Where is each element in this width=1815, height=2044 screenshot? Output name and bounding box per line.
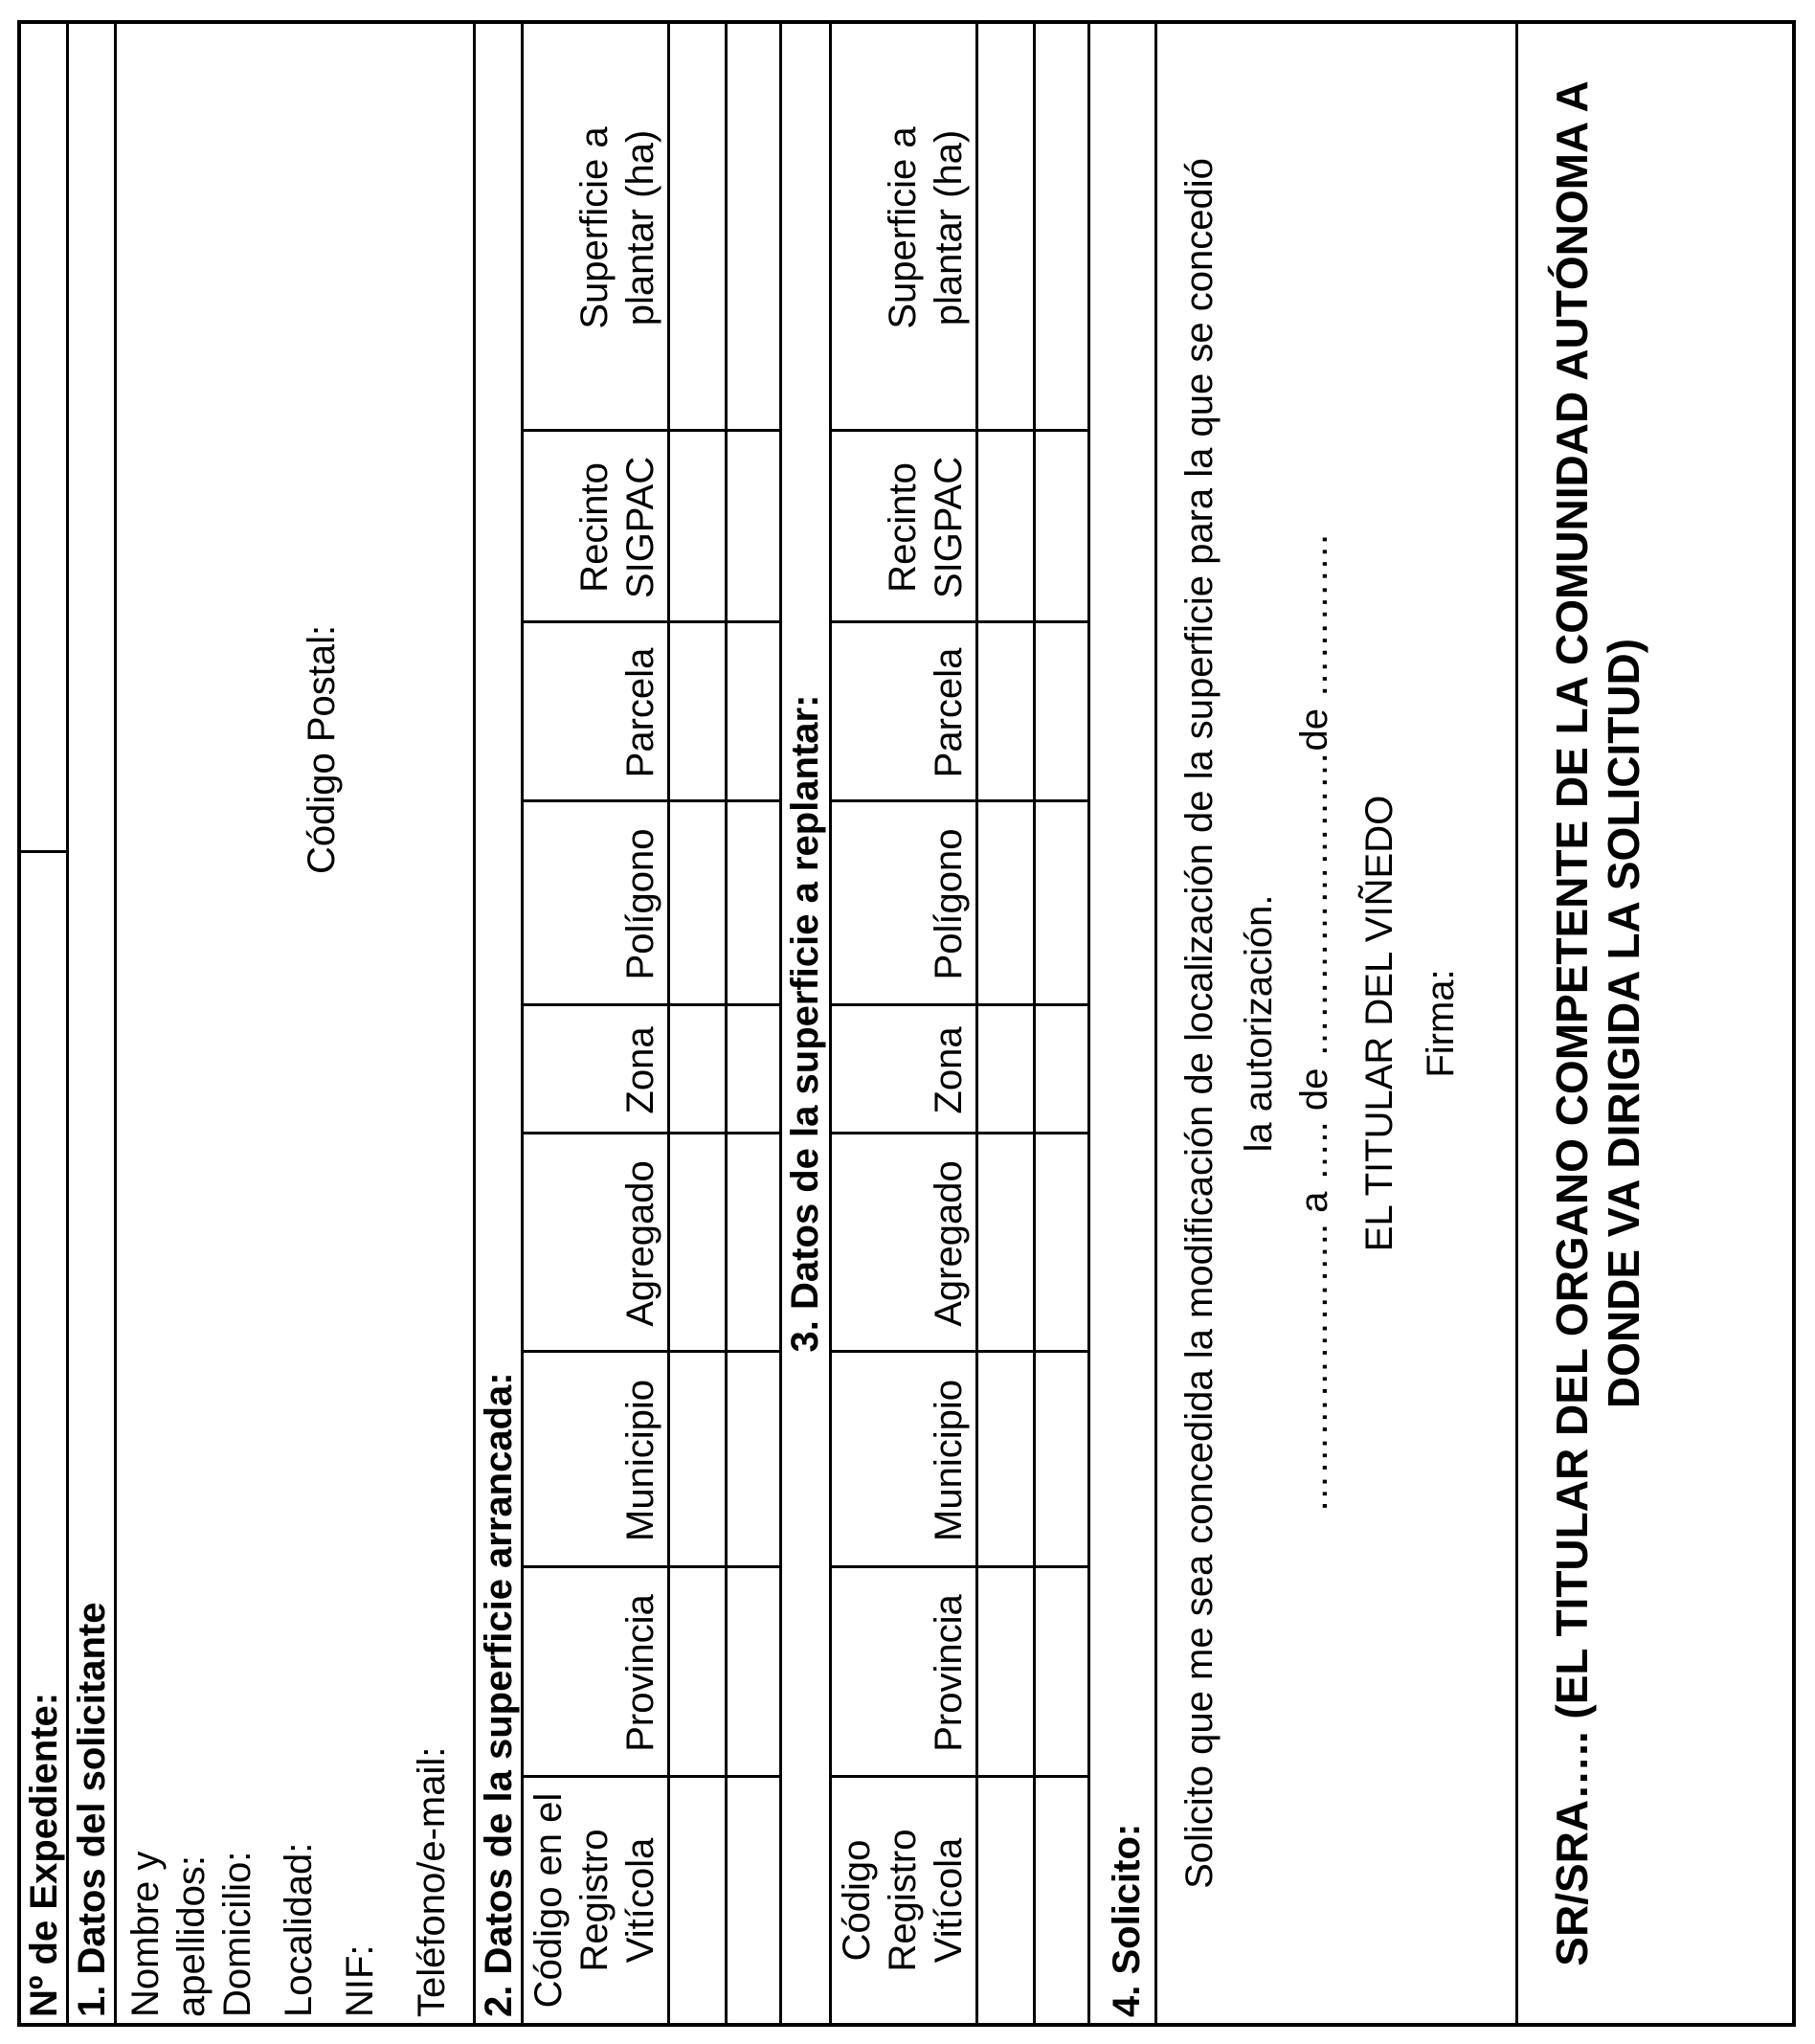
date-line: ………………….. a ….. de ……………………de …………. (1293, 533, 1335, 1514)
section2-table (524, 24, 782, 2023)
s2-col-parcela: Parcela (619, 647, 661, 778)
s3-data-row[interactable] (978, 24, 1033, 2023)
section3-title: 3. Datos de la superficie a replantar: (784, 694, 826, 1353)
s2-col-superficie: Superficie a plantar (ha) (573, 126, 661, 329)
s2-col-municipio: Municipio (619, 1380, 661, 1541)
application-form (17, 20, 1796, 2027)
firma-label: Firma: (1420, 969, 1462, 1078)
section4-title: 4. Solicito: (1106, 1823, 1148, 2017)
s3-col-superficie: Superficie a plantar (ha) (882, 126, 970, 329)
s2-col-poligono: Polígono (619, 828, 661, 980)
domicilio-label: Domicilio: (216, 1851, 258, 2017)
localidad-label: Localidad: (278, 1842, 320, 2017)
expediente-label: Nº de Expediente: (23, 1692, 65, 2017)
nombre-label: Nombre y apellidos: (124, 1851, 213, 2017)
section2-title: 2. Datos de la superficie arrancada: (478, 1372, 520, 2017)
s2-col-agregado: Agregado (619, 1160, 661, 1327)
telefono-label: Teléfono/e-mail: (411, 1746, 453, 2017)
request-line-1: Solicito que me sea concedida la modificación de localización de la superficie para la que se concedió (1178, 158, 1221, 1889)
s2-col-codigo: Código en el Registro Vitícola (527, 1792, 661, 2009)
codigo-postal-label: Código Postal: (301, 624, 343, 874)
request-row (1157, 24, 1518, 2023)
s2-col-provincia: Provincia (619, 1594, 661, 1752)
titular-label: EL TITULAR DEL VIÑEDO (1358, 795, 1400, 1252)
expediente-divider (21, 850, 66, 853)
footer-line-2: DONDE VA DIRIGIDA LA SOLICITUD) (1599, 638, 1648, 1409)
section1-title-row (69, 24, 117, 2023)
section4-title-row (1090, 24, 1157, 2023)
s3-col-provincia: Provincia (928, 1594, 970, 1752)
request-line-2: la autorización. (1238, 894, 1280, 1153)
section1-title: 1. Datos del solicitante (71, 1602, 113, 2017)
s3-col-agregado: Agregado (928, 1160, 970, 1327)
section3-table (832, 24, 1090, 2023)
footer-line-1: SR/SRA….. (EL TITULAR DEL ORGANO COMPETENTE DE LA COMUNIDAD AUTÓNOMA A (1547, 80, 1597, 1966)
section2-title-row (476, 24, 524, 2023)
expediente-row (21, 24, 69, 2023)
s3-col-parcela: Parcela (928, 647, 970, 778)
s3-col-recinto: Recinto SIGPAC (882, 456, 970, 599)
footer-row (1518, 24, 1792, 2023)
s3-col-poligono: Polígono (928, 828, 970, 980)
section3-title-row (782, 24, 832, 2023)
s3-col-municipio: Municipio (928, 1380, 970, 1541)
s3-col-codigo: Código Registro Vitícola (836, 1829, 970, 1972)
expediente-field[interactable] (21, 24, 66, 849)
nif-label: NIF: (339, 1944, 381, 2017)
s2-col-recinto: Recinto SIGPAC (573, 456, 661, 599)
applicant-row (117, 24, 476, 2023)
s2-data-row[interactable] (670, 24, 725, 2023)
s2-col-zona: Zona (619, 1026, 661, 1114)
s3-col-zona: Zona (928, 1026, 970, 1114)
s2-data-row[interactable] (728, 24, 782, 2023)
s3-data-row[interactable] (1036, 24, 1090, 2023)
